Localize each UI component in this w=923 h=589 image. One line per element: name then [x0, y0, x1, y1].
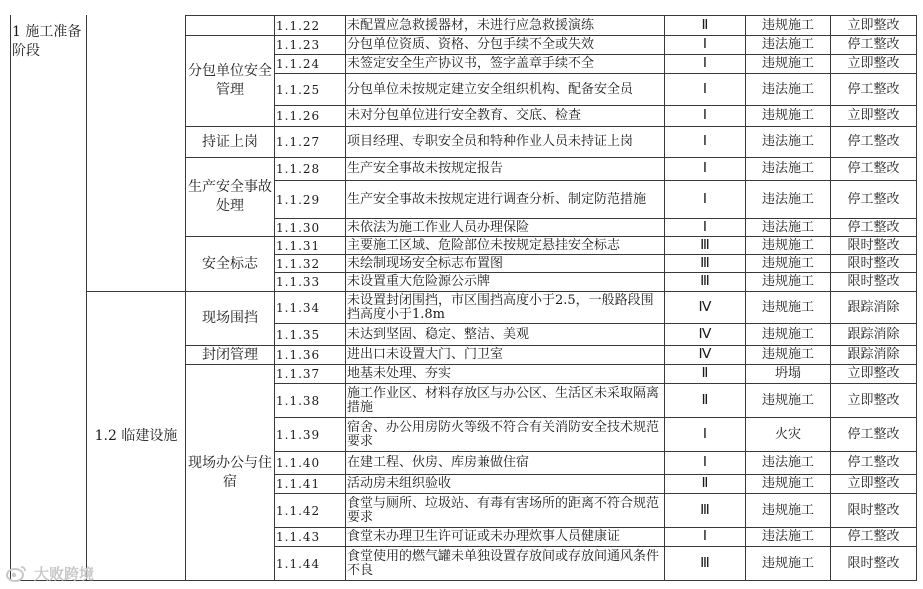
row-desc: 未设置封闭围挡，市区围挡高度小于2.5，一般路段围挡高度小于1.8m: [347, 292, 654, 322]
grid-line: [10, 580, 917, 581]
row-action: 停工整改: [847, 529, 900, 544]
grid-line: [345, 15, 346, 581]
row-level: Ⅰ: [702, 529, 708, 544]
row-code: 1.1.44: [276, 556, 321, 571]
row-level: Ⅲ: [700, 555, 710, 571]
row-action: 跟踪消除: [847, 347, 900, 362]
row-desc: 食堂使用的燃气罐未单独设置存放间或存放间通风条件不良: [347, 548, 660, 578]
row-desc: 进出口未设置大门、门卫室: [347, 347, 504, 362]
row-level: Ⅱ: [701, 366, 709, 381]
row-action: 停工整改: [847, 219, 900, 235]
row-desc: 生产安全事故未按规定进行调查分析、制定防范措施: [347, 191, 647, 207]
row-action: 立即整改: [847, 17, 900, 33]
row-type: 火灾: [774, 426, 801, 442]
row-code: 1.1.40: [276, 456, 321, 470]
row-action: 限时整改: [847, 555, 900, 571]
row-code: 1.1.39: [276, 427, 321, 442]
row-action: 停工整改: [847, 37, 900, 52]
row-code: 1.1.37: [276, 367, 321, 381]
row-type: 违规施工: [761, 392, 814, 408]
row-code: 1.1.24: [276, 57, 321, 71]
category-label: 持证上岗: [202, 133, 258, 150]
grid-line: [830, 15, 831, 581]
grid-line: [10, 15, 11, 581]
row-desc: 地基未处理、夯实: [347, 366, 452, 381]
grid-line: [274, 15, 275, 581]
row-desc: 食堂未办理卫生许可证或未办理炊事人员健康证: [347, 529, 621, 544]
row-code: 1.1.32: [276, 256, 321, 271]
row-action: 立即整改: [847, 108, 900, 123]
row-level: Ⅲ: [700, 274, 710, 289]
row-desc: 活动房未组织验收: [347, 476, 452, 491]
row-desc: 项目经理、专职安全员和特种作业人员未持证上岗: [347, 134, 634, 149]
row-action: 限时整改: [847, 237, 900, 253]
grid-line: [185, 15, 275, 16]
grid-line: [86, 15, 87, 581]
grid-line: [745, 15, 746, 581]
row-action: 停工整改: [847, 191, 900, 207]
row-type: 违规施工: [761, 255, 814, 271]
row-desc: 未对分包单位进行安全教育、交底、检查: [347, 108, 582, 123]
row-desc: 未依法为施工作业人员办理保险: [347, 219, 530, 235]
row-code: 1.1.26: [276, 109, 321, 123]
row-level: Ⅰ: [702, 219, 708, 235]
row-type: 违法施工: [761, 191, 814, 207]
weibo-logo-icon: [6, 564, 28, 582]
row-desc: 宿舍、办公用房防火等级不符合有关消防安全技术规范要求: [347, 419, 660, 449]
row-desc: 施工作业区、材料存放区与办公区、生活区未采取隔离措施: [347, 385, 660, 415]
category-label: 封闭管理: [202, 346, 258, 363]
row-type: 违规施工: [761, 347, 814, 362]
row-level: Ⅲ: [700, 255, 710, 271]
row-action: 停工整改: [847, 161, 900, 176]
row-action: 停工整改: [847, 134, 900, 149]
row-desc: 未签定安全生产协议书，签字盖章手续不全: [347, 56, 595, 71]
row-code: 1.1.42: [276, 503, 321, 518]
row-type: 违规施工: [761, 237, 814, 253]
row-type: 违法施工: [761, 81, 814, 97]
row-code: 1.1.33: [276, 275, 321, 289]
watermark: [6, 562, 146, 584]
category-label: 现场围挡: [202, 310, 258, 326]
row-code: 1.1.31: [276, 238, 321, 253]
category-label: 安全标志: [202, 255, 258, 272]
row-code: 1.1.22: [276, 18, 321, 33]
row-type: 违规施工: [761, 476, 814, 491]
row-code: 1.1.41: [276, 477, 321, 491]
row-level: Ⅰ: [702, 108, 708, 123]
row-level: Ⅰ: [702, 37, 708, 52]
grid-line: [185, 15, 186, 581]
row-code: 1.1.23: [276, 38, 321, 52]
row-desc: 主要施工区域、危险部位未按规定悬挂安全标志: [347, 237, 621, 253]
row-level: Ⅰ: [702, 191, 708, 207]
row-type: 违规施工: [761, 56, 814, 71]
row-desc: 在建工程、伙房、库房兼做住宿: [347, 455, 530, 470]
row-action: 跟踪消除: [847, 326, 900, 342]
row-type: 违规施工: [761, 108, 814, 123]
row-type: 违法施工: [761, 219, 814, 235]
row-action: 立即整改: [847, 392, 900, 408]
row-action: 限时整改: [847, 274, 900, 289]
row-type: 坍塌: [774, 366, 801, 381]
row-desc: 未达到坚固、稳定、整洁、美观: [347, 326, 530, 342]
row-level: Ⅰ: [702, 161, 708, 176]
row-action: 立即整改: [847, 56, 900, 71]
row-code: 1.1.30: [276, 220, 321, 235]
watermark-text: 大败跨境: [34, 564, 95, 583]
row-level: Ⅱ: [701, 17, 709, 33]
row-level: Ⅰ: [702, 426, 708, 442]
row-level: Ⅱ: [701, 392, 709, 408]
row-level: Ⅰ: [702, 134, 708, 149]
grid-line: [916, 15, 917, 581]
row-action: 立即整改: [847, 366, 900, 381]
row-type: 违法施工: [761, 134, 814, 149]
row-desc: 生产安全事故未按规定报告: [347, 161, 504, 176]
row-action: 停工整改: [847, 426, 900, 442]
row-code: 1.1.28: [276, 162, 321, 176]
row-type: 违法施工: [761, 455, 814, 470]
row-desc: 未配置应急救援器材，未进行应急救援演练: [347, 17, 595, 33]
row-desc: 食堂与厕所、垃圾站、有毒有害场所的距离不符合规范要求: [347, 495, 660, 525]
row-level: Ⅳ: [698, 299, 712, 315]
row-action: 停工整改: [847, 455, 900, 470]
category-label: 现场办公与住宿: [188, 454, 272, 490]
row-code: 1.1.25: [276, 82, 321, 97]
row-type: 违规施工: [761, 326, 814, 342]
row-action: 限时整改: [847, 255, 900, 271]
row-level: Ⅲ: [700, 502, 710, 518]
row-action: 限时整改: [847, 502, 900, 518]
row-level: Ⅰ: [702, 56, 708, 71]
row-type: 违规施工: [761, 17, 814, 33]
row-action: 跟踪消除: [847, 299, 900, 315]
row-code: 1.1.35: [276, 327, 321, 342]
stage-label: 1 施工准备阶段: [12, 23, 82, 59]
row-code: 1.1.43: [276, 530, 321, 544]
row-level: Ⅰ: [702, 81, 708, 97]
row-action: 立即整改: [847, 476, 900, 491]
row-desc: 分包单位资质、资格、分包手续不全或失效: [347, 37, 595, 52]
row-level: Ⅱ: [701, 476, 709, 491]
row-level: Ⅳ: [698, 347, 712, 362]
row-type: 违法施工: [761, 37, 814, 52]
row-code: 1.1.29: [276, 192, 321, 207]
row-type: 违规施工: [761, 299, 814, 315]
row-type: 违规施工: [761, 274, 814, 289]
row-type: 违法施工: [761, 161, 814, 176]
row-level: Ⅰ: [702, 455, 708, 470]
section-label: 1.2 临建设施: [94, 427, 178, 444]
row-level: Ⅳ: [698, 326, 712, 342]
row-code: 1.1.38: [276, 393, 321, 408]
row-code: 1.1.36: [276, 348, 321, 362]
category-label: 分包单位安全管理: [188, 63, 272, 98]
row-type: 违规施工: [761, 555, 814, 571]
row-desc: 分包单位未按规定建立安全组织机构、配备安全员: [347, 81, 634, 97]
row-desc: 未绘制现场安全标志布置图: [347, 255, 504, 271]
row-code: 1.1.27: [276, 135, 321, 149]
row-desc: 未设置重大危险源公示牌: [347, 274, 491, 289]
row-level: Ⅲ: [700, 237, 710, 253]
row-action: 停工整改: [847, 81, 900, 97]
grid-line: [664, 15, 665, 581]
category-label: 生产安全事故处理: [188, 179, 272, 214]
row-code: 1.1.34: [276, 300, 321, 315]
row-type: 违规施工: [761, 502, 814, 518]
row-type: 违法施工: [761, 529, 814, 544]
